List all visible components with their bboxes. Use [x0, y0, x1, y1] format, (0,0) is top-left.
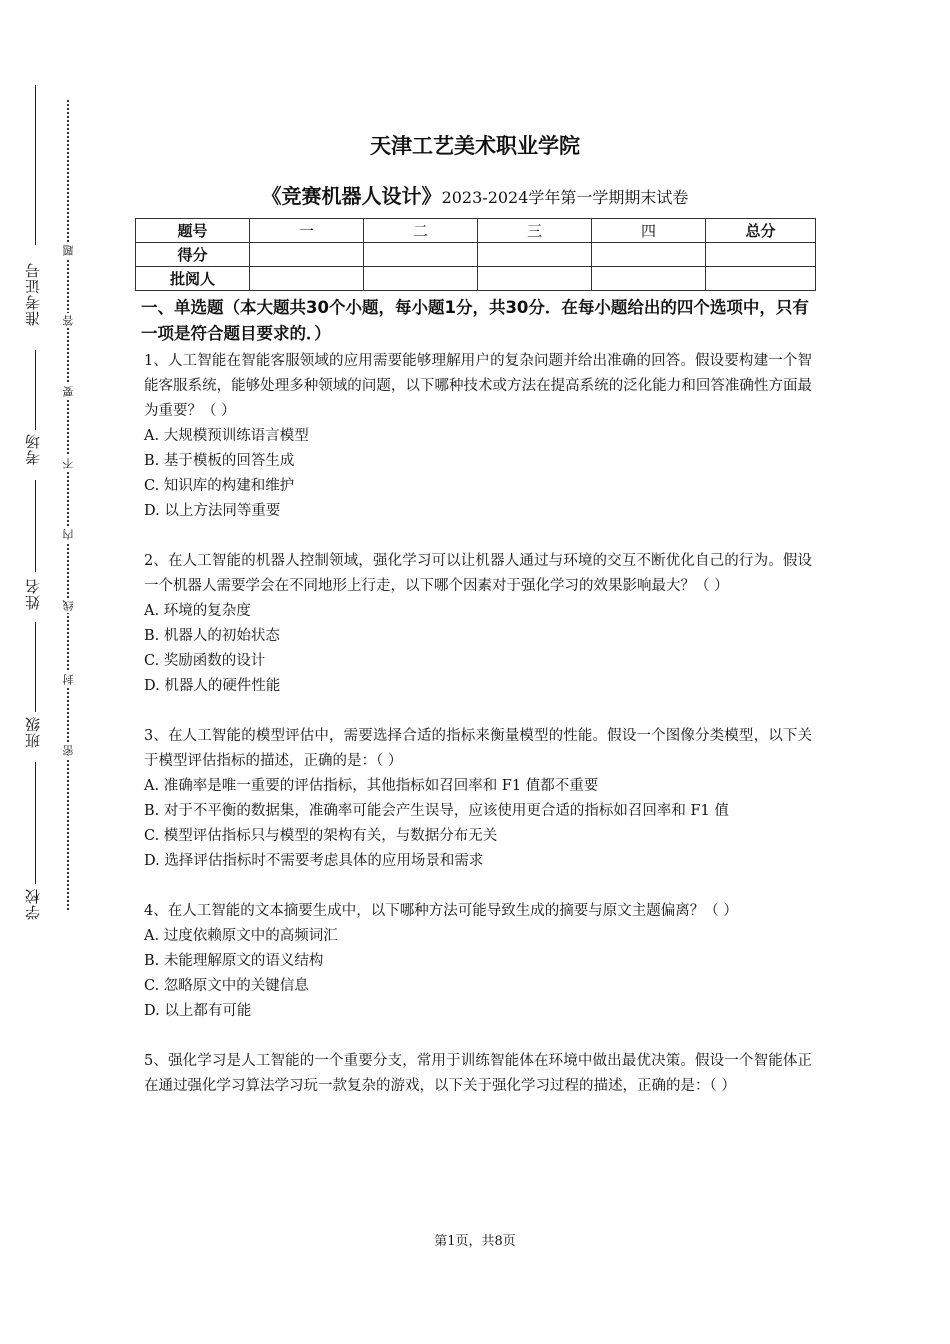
grader-cell[interactable] [706, 267, 816, 291]
score-row [136, 243, 816, 267]
header-cell: 一 [250, 219, 364, 243]
seal-dotted-line [67, 100, 69, 910]
option-a[interactable]: A. 大规模预训练语言模型 [144, 428, 309, 444]
question-1 [144, 349, 812, 524]
option-b[interactable]: B. 机器人的初始状态 [144, 628, 280, 644]
class-label: 班级 [24, 716, 42, 748]
exam-room-label: 考场 [24, 433, 42, 465]
option-a[interactable]: A. 过度依赖原文中的高频词汇 [144, 928, 338, 944]
school-title: 天津工艺美术职业学院 [370, 134, 580, 158]
term-label: 2023-2024学年第一学期期末试卷 [441, 188, 689, 207]
seal-char: 线 [62, 600, 75, 611]
exam-subtitle [0, 180, 950, 209]
exam-content [141, 295, 812, 1124]
seal-char: 密 [62, 745, 75, 756]
header-cell: 三 [478, 219, 592, 243]
question-2 [144, 549, 812, 699]
score-table-header-row [136, 219, 816, 243]
option-b[interactable]: B. 未能理解原文的语义结构 [144, 953, 324, 969]
score-cell[interactable] [478, 243, 592, 267]
option-c[interactable]: C. 奖励函数的设计 [144, 653, 266, 669]
question-3 [144, 724, 812, 874]
header-cell: 四 [592, 219, 706, 243]
question-stem: 4、在人工智能的文本摘要生成中，以下哪种方法可能导致生成的摘要与原文主题偏离？（ ） [144, 903, 738, 919]
grader-cell[interactable] [250, 267, 364, 291]
binding-line [35, 85, 36, 245]
exam-id-label: 准考证号 [24, 262, 42, 326]
seal-char: 不 [62, 458, 75, 469]
header-cell: 题号 [136, 219, 250, 243]
option-b[interactable]: B. 基于模板的回答生成 [144, 453, 295, 469]
page-number: 第1页，共8页 [434, 1234, 516, 1249]
seal-char: 答 [62, 315, 75, 326]
option-c[interactable]: C. 模型评估指标只与模型的架构有关，与数据分布无关 [144, 828, 498, 844]
header-cell: 二 [364, 219, 478, 243]
binding-line [35, 622, 36, 712]
binding-line [35, 480, 36, 572]
score-cell[interactable] [592, 243, 706, 267]
question-4 [144, 899, 812, 1024]
grader-row [136, 267, 816, 291]
option-d[interactable]: D. 机器人的硬件性能 [144, 678, 281, 694]
school-label: 学校 [24, 888, 42, 920]
seal-char: 封 [62, 674, 75, 685]
question-stem: 3、在人工智能的模型评估中，需要选择合适的指标来衡量模型的性能。假设一个图像分类模型，以下关于模型评估指标的描述，正确的是：（ ） [144, 728, 812, 769]
name-label: 姓名 [24, 578, 42, 610]
question-5 [144, 1049, 812, 1099]
grader-cell[interactable] [478, 267, 592, 291]
question-stem: 1、人工智能在智能客服领域的应用需要能够理解用户的复杂问题并给出准确的回答。假设要构建一个智能客服系统，能够处理多种领域的问题，以下哪种技术或方法在提高系统的泛化能力和回答准确性方面最为重要？（ ） [144, 353, 812, 419]
course-name: 《竞赛机器人设计》 [261, 184, 442, 208]
option-a[interactable]: A. 环境的复杂度 [144, 603, 251, 619]
option-d[interactable]: D. 以上都有可能 [144, 1003, 252, 1019]
seal-char: 内 [62, 529, 75, 540]
option-c[interactable]: C. 忽略原文中的关键信息 [144, 978, 309, 994]
question-stem: 2、在人工智能的机器人控制领域，强化学习可以让机器人通过与环境的交互不断优化自己的行为。假设一个机器人需要学会在不同地形上行走，以下哪个因素对于强化学习的效果影响最大？（ ） [144, 553, 812, 594]
row-label: 批阅人 [136, 267, 250, 291]
seal-char: 题 [62, 245, 75, 256]
option-d[interactable]: D. 以上方法同等重要 [144, 503, 281, 519]
option-a[interactable]: A. 准确率是唯一重要的评估指标，其他指标如召回率和 F1 值都不重要 [144, 778, 599, 794]
binding-line [35, 762, 36, 884]
header-cell: 总分 [706, 219, 816, 243]
section-heading: 一、单选题（本大题共30个小题，每小题1分，共30分．在每小题给出的四个选项中，只有一项是符合题目要求的．） [141, 298, 809, 343]
seal-char: 要 [62, 386, 75, 397]
question-stem: 5、强化学习是人工智能的一个重要分支，常用于训练智能体在环境中做出最优决策。假设一个智能体正在通过强化学习算法学习玩一款复杂的游戏，以下关于强化学习过程的描述，正确的是：（ ） [144, 1053, 812, 1094]
row-label: 得分 [136, 243, 250, 267]
score-cell[interactable] [250, 243, 364, 267]
grader-cell[interactable] [592, 267, 706, 291]
score-table [135, 218, 816, 291]
binding-line [35, 350, 36, 430]
option-d[interactable]: D. 选择评估指标时不需要考虑具体的应用场景和需求 [144, 853, 484, 869]
option-c[interactable]: C. 知识库的构建和维护 [144, 478, 295, 494]
score-cell[interactable] [364, 243, 478, 267]
grader-cell[interactable] [364, 267, 478, 291]
option-b[interactable]: B. 对于不平衡的数据集，准确率可能会产生误导，应该使用更合适的指标如召回率和 F1 值 [144, 803, 729, 819]
score-cell[interactable] [706, 243, 816, 267]
